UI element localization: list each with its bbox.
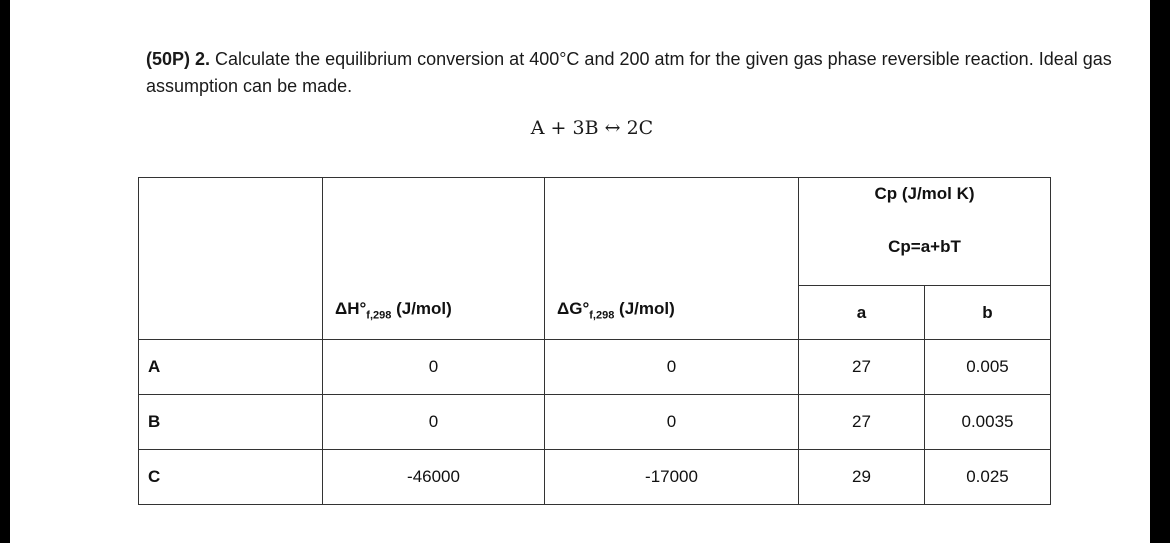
dg-cell: 0 bbox=[545, 395, 799, 450]
thermo-data-table bbox=[138, 177, 1051, 505]
b-cell: 0.025 bbox=[925, 450, 1051, 505]
col-b-header: b bbox=[925, 286, 1051, 340]
dh-subscript: f,298 bbox=[366, 309, 392, 321]
dh-cell: 0 bbox=[323, 340, 545, 395]
reaction-equation: A + 3B ↔ 2C bbox=[530, 117, 654, 139]
col-a-header: a bbox=[799, 286, 925, 340]
reaction-equation-line bbox=[10, 117, 1150, 139]
problem-text: Calculate the equilibrium conversion at 400°C and 200 atm for the given gas phase reversible reaction. Ideal gas assumption can be made. bbox=[146, 49, 1112, 96]
a-cell: 29 bbox=[799, 450, 925, 505]
dh-header bbox=[323, 299, 544, 321]
species-label: A bbox=[148, 357, 161, 376]
problem-label: (50P) 2. bbox=[146, 49, 211, 69]
dh-unit: (J/mol) bbox=[391, 298, 452, 318]
document-page bbox=[10, 0, 1150, 543]
dg-symbol: ΔG° bbox=[557, 298, 590, 318]
cp-header-cell bbox=[799, 178, 1051, 286]
dg-cell: -17000 bbox=[545, 450, 799, 505]
b-cell: 0.005 bbox=[925, 340, 1051, 395]
species-cell bbox=[139, 340, 323, 395]
species-label: B bbox=[148, 412, 161, 431]
cp-title: Cp (J/mol K) bbox=[874, 184, 975, 203]
corner-cell bbox=[139, 178, 323, 340]
cp-equation: Cp=a+bT bbox=[888, 237, 961, 256]
species-label: C bbox=[148, 467, 161, 486]
problem-statement bbox=[146, 46, 1126, 100]
species-cell bbox=[139, 450, 323, 505]
dg-unit: (J/mol) bbox=[614, 298, 675, 318]
a-cell: 27 bbox=[799, 340, 925, 395]
dg-subscript: f,298 bbox=[589, 309, 615, 321]
b-cell: 0.0035 bbox=[925, 395, 1051, 450]
dg-header-cell bbox=[545, 178, 799, 340]
a-cell: 27 bbox=[799, 395, 925, 450]
species-cell bbox=[139, 395, 323, 450]
dh-symbol: ΔH° bbox=[335, 298, 367, 318]
dh-cell: -46000 bbox=[323, 450, 545, 505]
dg-cell: 0 bbox=[545, 340, 799, 395]
table-row bbox=[139, 395, 1051, 450]
dg-header bbox=[545, 299, 798, 321]
header-row-top bbox=[139, 178, 1051, 286]
dh-cell: 0 bbox=[323, 395, 545, 450]
dh-header-cell bbox=[323, 178, 545, 340]
table-row bbox=[139, 450, 1051, 505]
table-row bbox=[139, 340, 1051, 395]
